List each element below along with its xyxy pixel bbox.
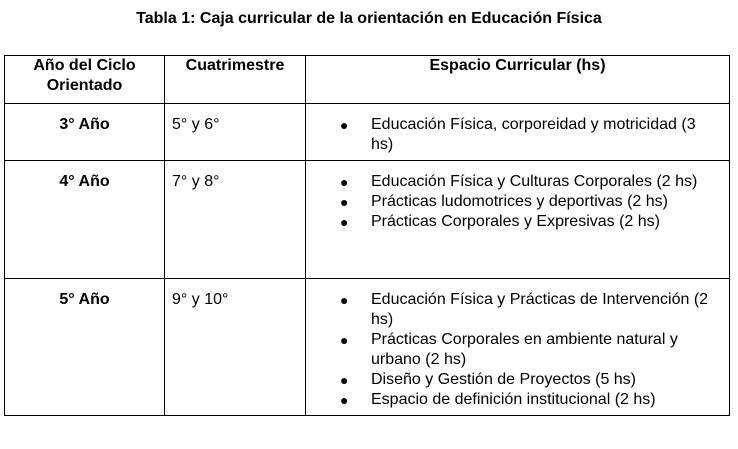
space-list — [306, 172, 715, 232]
table-row — [5, 161, 730, 279]
list-item — [306, 192, 715, 212]
list-item-text: Prácticas ludomotrices y deportivas (2 hs) — [371, 193, 668, 210]
list-item-text: Educación Física y Culturas Corporales (2 hs) — [371, 173, 698, 190]
list-item — [306, 330, 715, 370]
header-term: Cuatrimestre — [165, 56, 306, 104]
year-cell: 4° Año — [5, 161, 165, 279]
table-row — [5, 104, 730, 161]
bullet-icon: ● — [340, 332, 349, 348]
table-title: Tabla 1: Caja curricular de la orientación en Educación Física — [136, 10, 602, 27]
space-list — [306, 115, 715, 155]
list-item-text: Espacio de definición institucional (2 hs) — [371, 391, 656, 408]
list-item — [306, 115, 715, 155]
year-cell: 3° Año — [5, 104, 165, 161]
table-row — [5, 279, 730, 416]
term-cell: 7° y 8° — [165, 161, 306, 279]
bullet-icon: ● — [340, 292, 349, 308]
list-item-text: Educación Física, corporeidad y motricidad (3 hs) — [371, 116, 696, 153]
list-item — [306, 390, 715, 410]
bullet-icon: ● — [340, 392, 349, 408]
space-list — [306, 290, 715, 410]
header-year: Año del Ciclo Orientado — [5, 56, 165, 104]
list-item — [306, 290, 715, 330]
space-cell — [306, 104, 730, 161]
list-item-text: Diseño y Gestión de Proyectos (5 hs) — [371, 371, 637, 388]
space-cell — [306, 161, 730, 279]
list-item — [306, 172, 715, 192]
term-cell: 9° y 10° — [165, 279, 306, 416]
list-item-text: Educación Física y Prácticas de Intervención (2 hs) — [371, 291, 709, 328]
term-cell: 5° y 6° — [165, 104, 306, 161]
bullet-icon: ● — [340, 117, 349, 133]
table-header-row — [5, 56, 730, 104]
bullet-icon: ● — [340, 174, 349, 190]
year-cell: 5° Año — [5, 279, 165, 416]
list-item — [306, 212, 715, 232]
list-item-text: Prácticas Corporales y Expresivas (2 hs) — [371, 213, 660, 230]
list-item — [306, 370, 715, 390]
header-space: Espacio Curricular (hs) — [306, 56, 730, 104]
list-item-text: Prácticas Corporales en ambiente natural y urbano (2 hs) — [371, 331, 678, 368]
curriculum-table — [4, 55, 730, 416]
bullet-icon: ● — [340, 194, 349, 210]
bullet-icon: ● — [340, 372, 349, 388]
bullet-icon: ● — [340, 214, 349, 230]
space-cell — [306, 279, 730, 416]
